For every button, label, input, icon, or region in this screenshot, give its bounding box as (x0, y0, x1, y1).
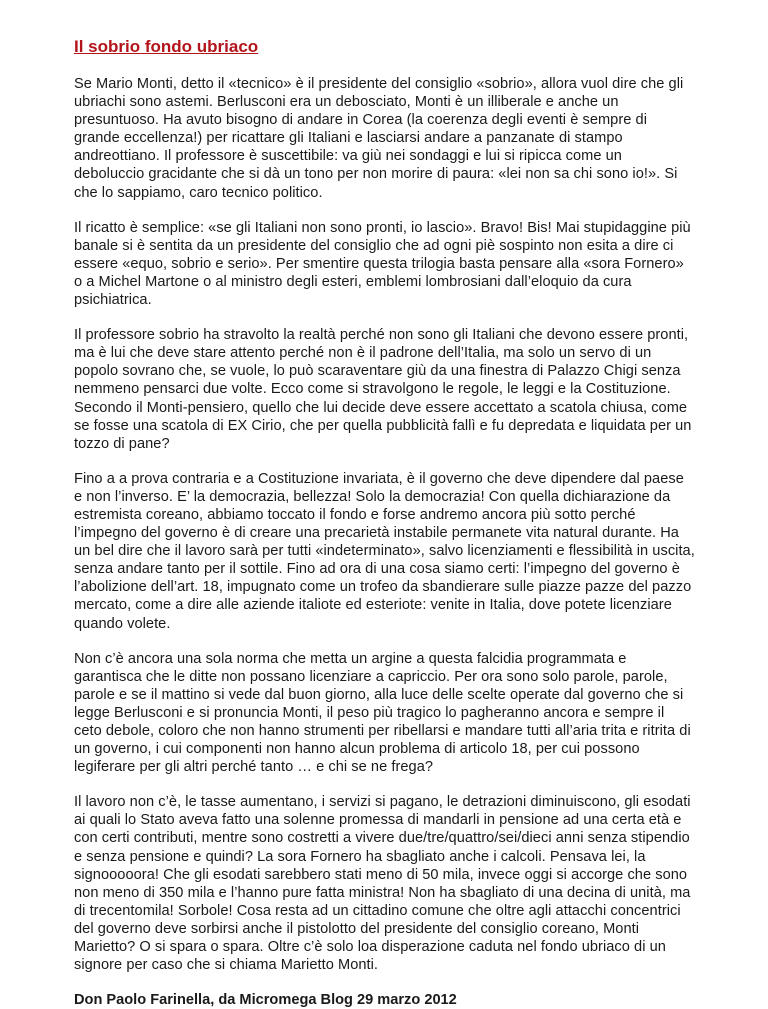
article-title: Il sobrio fondo ubriaco (74, 37, 259, 56)
paragraph-4: Fino a a prova contraria e a Costituzione invariata, è il governo che deve dipendere dal paese e non l’inverso. E’ la democrazia, bellezza! Solo la democrazia! Con quella dichiarazione da estremista coreano, abbiamo toccato il fondo e forse andremo ancora più sotto perché l’impegno del governo è di creare una precarietà instabile permanete vita natural durante. Ha un bel dire che il lavoro sarà per tutti «indeterminato», salvo licenziamenti e flessibilità in uscita, senza andare tanto per il sottile. Fino ad ora di una cosa siamo certi: l’impegno del governo è l’abolizione dell’art. 18, impugnato come un trofeo da sbandierare sulle piazze pazze del pazzo mercato, come a dire alle aziende italiote ed esteriote: venite in Italia, dove potete licenziare quando volete. (74, 470, 695, 632)
document-page (74, 36, 696, 1009)
author-signature: Don Paolo Farinella, da Micromega Blog 29 marzo 2012 (74, 992, 457, 1009)
paragraph-5: Non c’è ancora una sola norma che metta un argine a questa falcidia programmata e garantisca che le ditte non possano licenziare a capriccio. Per ora sono solo parole, parole, parole e se il mattino si vede dal buon giorno, alla luce delle scelte operate dal governo che si legge Berlusconi e si pronuncia Monti, il peso più tragico lo pagheranno ancora e sempre il ceto debole, coloro che non hanno strumenti per ribellarsi e mandare tutti all’aria trita e ritrita di un governo, i cui componenti non hanno alcun problema di articolo 18, per cui possono legiferare per gli altri perché tanto … e chi se ne frega? (74, 650, 691, 776)
paragraph-1: Se Mario Monti, detto il «tecnico» è il presidente del consiglio «sobrio», allora vuol dire che gli ubriachi sono astemi. Berlusconi era un debosciato, Monti è un illiberale e anche un presuntuoso. Ha avuto bisogno di andare in Corea (la coerenza degli eventi è sempre di grande eccellenza!) per ricattare gli Italiani e lasciarsi andare a panzanate di stampo andreottiano. Il professore è suscettibile: va giù nei sondaggi e lui si ripicca come un deboluccio gracidante che si dà un tono per non morire di paura: «lei non sa chi sono io!». Si che lo sappiamo, caro tecnico politico. (74, 76, 684, 201)
paragraph-3: Il professore sobrio ha stravolto la realtà perché non sono gli Italiani che devono essere pronti, ma è lui che deve stare attento perché non è il padrone dell’Italia, ma solo un servo di un popolo sovrano che, se vuole, lo può scaraventare giù da una finestra di Palazzo Chigi senza nemmeno pensarci due volte. Ecco come si stravolgono le regole, le leggi e la Costituzione. Secondo il Monti-pensiero, quello che lui decide deve essere accettato a scatola chiusa, come se fosse una scatola di EX Cirio, che per quella pubblicità fallì e fu depredata e liquidata per un tozzo di pane? (74, 327, 692, 452)
paragraph-6: Il lavoro non c’è, le tasse aumentano, i servizi si pagano, le detrazioni diminuiscono, gli esodati ai quali lo Stato aveva fatto una solenne promessa di mandarli in pensione ad una certa età e con certi contributi, mentre sono costretti a vivere due/tre/quattro/sei/dieci anni senza stipendio e senza pensione e quindi? La sora Fornero ha sbagliato anche i calcoli. Pensava lei, la signooooora! Che gli esodati sarebbero stati meno di 50 mila, invece oggi si accorge che sono non meno di 350 mila e l’hanno pure fatta ministra! Non ha sbagliato di una decina di unità, ma di trecentomila! Sorbole! Cosa resta ad un cittadino comune che oltre agli attacchi concentrici del governo deve sorbirsi anche il pistolotto del presidente del consiglio coreano, Monti Marietto? O si spara o spara. Oltre c’è solo loa disperazione caduta nel fondo ubriaco di un signore per caso che si chiama Marietto Monti. (74, 794, 691, 974)
paragraph-2: Il ricatto è semplice: «se gli Italiani non sono pronti, io lascio». Bravo! Bis! Mai stupidaggine più banale si è sentita da un presidente del consiglio che ad ogni piè sospinto non esita a dire ci essere «equo, sobrio e serio». Per smentire questa trilogia basta pensare alla «sora Fornero» o a Michel Martone o al ministro degli esteri, emblemi lombrosiani dall’eloquio da cura psichiatrica. (74, 219, 691, 309)
